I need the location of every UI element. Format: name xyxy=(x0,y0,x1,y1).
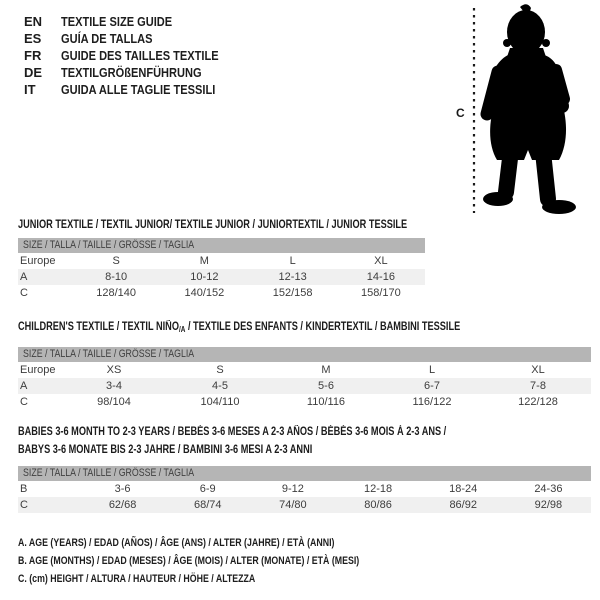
language-title: TEXTILE SIZE GUIDE xyxy=(61,14,173,29)
size-value-cell: 12-13 xyxy=(278,271,307,283)
language-title: GUÍA DE TALLAS xyxy=(61,31,153,46)
size-value-cell: 3-4 xyxy=(106,380,122,392)
row-label-cell: A xyxy=(20,271,28,283)
size-value-cell: 8-10 xyxy=(105,271,128,283)
language-row xyxy=(24,13,246,30)
size-header-label: SIZE / TALLA / TAILLE / GRÖSSE / TAGLIA xyxy=(23,348,195,360)
size-value-cell: 110/116 xyxy=(306,396,346,408)
language-code: EN xyxy=(24,14,43,29)
footnote-b: B. AGE (MONTHS) / EDAD (MESES) / ÂGE (MOIS) / ALTER (MONATE) / ETÀ (MESI) xyxy=(18,555,360,567)
size-value-cell: 6-7 xyxy=(424,380,440,392)
size-value-cell: 62/68 xyxy=(108,499,137,511)
row-label-cell: C xyxy=(20,396,28,408)
size-value-cell: 140/152 xyxy=(184,287,225,299)
language-title: GUIDA ALLE TAGLIE TESSILI xyxy=(61,82,216,97)
language-row xyxy=(24,30,246,47)
size-value-cell: 14-16 xyxy=(366,271,395,283)
size-value-cell: S xyxy=(112,255,120,267)
junior-size-header-bar xyxy=(18,238,425,253)
size-value-cell: M xyxy=(321,364,331,376)
children-size-table xyxy=(18,362,591,410)
children-title-subscript: /A xyxy=(178,325,186,334)
row-label-cell: A xyxy=(20,380,28,392)
babies-size-table xyxy=(18,481,591,513)
row-label-cell: C xyxy=(20,287,28,299)
size-value-cell: 5-6 xyxy=(318,380,334,392)
size-value-cell: S xyxy=(216,364,224,376)
size-value-cell: 18-24 xyxy=(449,483,478,495)
children-title-post: / TEXTILE DES ENFANTS / KINDERTEXTIL / BAMBINI TESSILE xyxy=(185,321,461,333)
babies-title-line1: BABIES 3-6 MONTH TO 2-3 YEARS / BEBÉS 3-6 MESES A 2-3 AÑOS / BÉBÉS 3-6 MOIS À 2-3 ANS / xyxy=(18,426,447,438)
size-value-cell: L xyxy=(428,364,436,376)
size-value-cell: 122/128 xyxy=(518,396,558,408)
size-value-cell: 80/86 xyxy=(364,499,392,511)
footnote-c: C. (cm) HEIGHT / ALTURA / HAUTEUR / HÖHE / ALTEZZA xyxy=(18,573,256,585)
size-value-cell: 4-5 xyxy=(212,380,228,392)
size-value-cell: 86/92 xyxy=(449,499,477,511)
language-code: ES xyxy=(24,31,42,46)
row-label-cell: Europe xyxy=(20,364,56,376)
row-label-cell: Europe xyxy=(20,255,56,267)
table-row xyxy=(18,253,425,269)
language-code: IT xyxy=(24,82,36,97)
size-value-cell: 12-18 xyxy=(363,483,393,495)
size-value-cell: 152/158 xyxy=(272,287,313,299)
height-measure-label: C xyxy=(456,106,465,120)
language-row xyxy=(24,47,246,64)
children-section-title-text xyxy=(18,321,460,334)
size-value-cell: 158/170 xyxy=(360,287,401,299)
size-value-cell: XL xyxy=(531,364,545,376)
language-code: DE xyxy=(24,65,43,80)
language-title-list xyxy=(24,13,246,98)
language-code: FR xyxy=(24,48,42,63)
size-header-label: SIZE / TALLA / TAILLE / GRÖSSE / TAGLIA xyxy=(23,467,195,479)
language-title: TEXTILGRÖßENFÜHRUNG xyxy=(61,65,202,80)
table-row xyxy=(18,269,425,285)
row-label-cell: C xyxy=(20,499,28,511)
size-value-cell: 68/74 xyxy=(193,499,222,511)
size-value-cell: 128/140 xyxy=(96,287,136,299)
size-value-cell: XS xyxy=(106,364,122,376)
table-row xyxy=(18,378,591,394)
language-title: GUIDE DES TAILLES TEXTILE xyxy=(61,48,219,63)
children-section-title xyxy=(18,321,571,334)
table-row xyxy=(18,481,591,497)
row-label-cell: B xyxy=(20,483,28,495)
babies-title-line2: BABYS 3-6 MONATE BIS 2-3 JAHRE / BAMBINI 3-6 MESI A 2-3 ANNI xyxy=(18,444,313,456)
babies-size-header-bar xyxy=(18,466,591,481)
children-size-header-bar xyxy=(18,347,591,362)
junior-section-title-text: JUNIOR TEXTILE / TEXTIL JUNIOR/ TEXTILE JUNIOR / JUNIORTEXTIL / JUNIOR TESSILE xyxy=(18,219,408,231)
size-value-cell: 98/104 xyxy=(97,396,131,408)
language-row xyxy=(24,81,246,98)
table-row xyxy=(18,394,591,410)
junior-size-table xyxy=(18,253,425,301)
size-value-cell: 74/80 xyxy=(279,499,307,511)
baby-silhouette-icon xyxy=(483,4,576,214)
table-row xyxy=(18,497,591,513)
size-value-cell: 9-12 xyxy=(281,483,304,495)
size-value-cell: 6-9 xyxy=(199,483,216,495)
size-value-cell: 92/98 xyxy=(534,499,563,511)
size-value-cell: 116/122 xyxy=(412,396,452,408)
size-header-label: SIZE / TALLA / TAILLE / GRÖSSE / TAGLIA xyxy=(23,239,195,251)
size-value-cell: 7-8 xyxy=(530,380,546,392)
children-title-pre: CHILDREN'S TEXTILE / TEXTIL NIÑO xyxy=(18,321,179,333)
size-value-cell: XL xyxy=(374,255,388,267)
babies-section-title xyxy=(18,423,553,459)
size-value-cell: 3-6 xyxy=(114,483,131,495)
language-row xyxy=(24,64,246,81)
size-value-cell: 24-36 xyxy=(534,483,563,495)
table-row xyxy=(18,362,591,378)
size-value-cell: M xyxy=(199,255,209,267)
size-value-cell: L xyxy=(289,255,296,267)
baby-figure xyxy=(440,0,600,220)
table-row xyxy=(18,285,425,301)
size-value-cell: 10-12 xyxy=(190,271,219,283)
junior-section-title xyxy=(18,219,504,231)
footnote-a: A. AGE (YEARS) / EDAD (AÑOS) / ÂGE (ANS) / ALTER (JAHRE) / ETÀ (ANNI) xyxy=(18,537,335,549)
footnote-legend xyxy=(18,534,445,588)
size-value-cell: 104/110 xyxy=(200,396,240,408)
